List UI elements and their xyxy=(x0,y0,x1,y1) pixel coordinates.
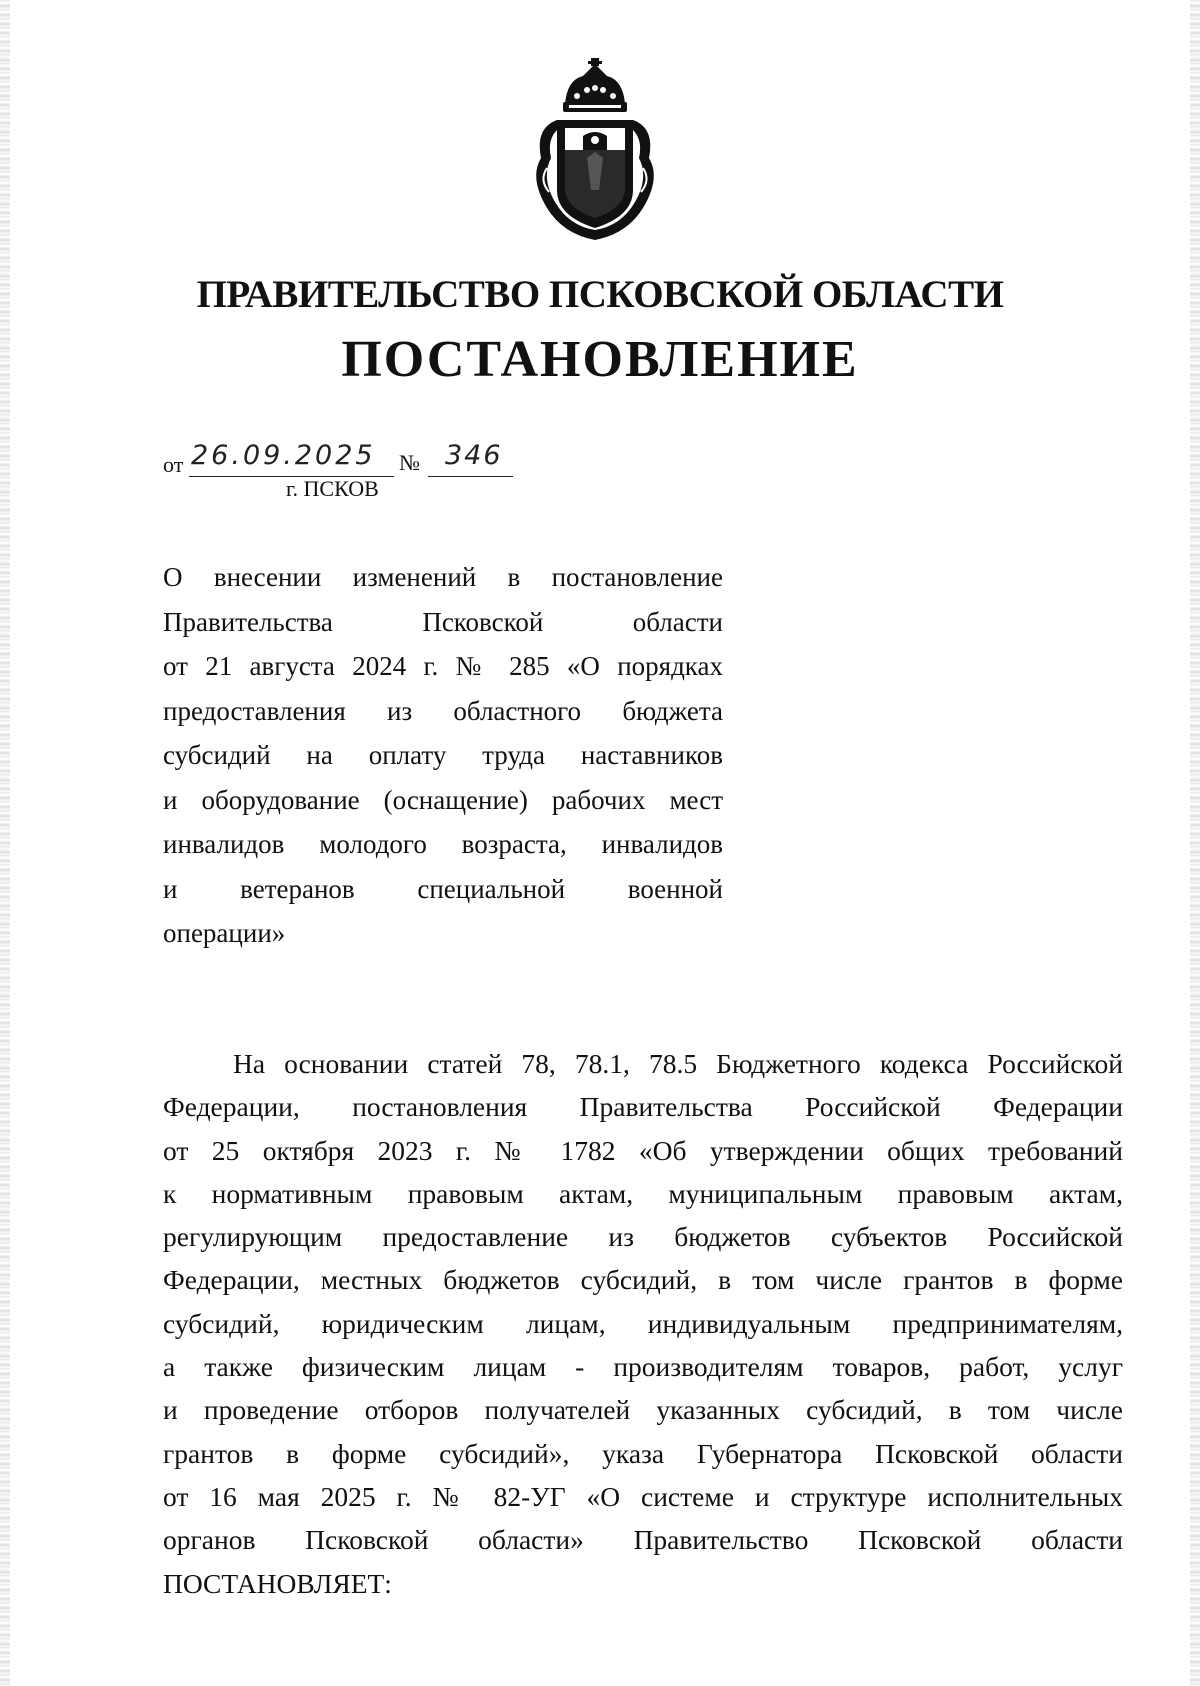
issuing-authority: ПРАВИТЕЛЬСТВО ПСКОВСКОЙ ОБЛАСТИ xyxy=(196,273,1004,316)
subject-line: и оборудование (оснащение) рабочих мест xyxy=(163,784,723,815)
body-line: Федерации, местных бюджетов субсидий, в том числе грантов в форме xyxy=(163,1264,1123,1296)
body-line: а также физическим лицам - производителям товаров, работ, услуг xyxy=(163,1351,1123,1383)
resolution-keyword: ПОСТАНОВЛЯЕТ: xyxy=(163,1567,392,1599)
body-line: На основании статей 78, 78.1, 78.5 Бюджетного кодекса Российской xyxy=(233,1048,1123,1079)
body-line: и проведение отборов получателей указанных субсидий, в том числе xyxy=(163,1394,1123,1426)
document-subject xyxy=(163,555,723,956)
subject-line: О внесении изменений в постановление xyxy=(163,562,723,592)
document-date: 26.09.2025 xyxy=(191,440,376,471)
subject-line: инвалидов молодого возраста, инвалидов xyxy=(163,829,723,859)
subject-line: предоставления из областного бюджета xyxy=(163,695,723,726)
issue-city: г. ПСКОВ xyxy=(286,476,379,501)
subject-line: Правительства Псковской области xyxy=(163,606,723,637)
body-line: грантов в форме субсидий», указа Губернатора Псковской области xyxy=(163,1437,1123,1469)
subject-line: операции» xyxy=(163,918,286,948)
body-line: к нормативным правовым актам, муниципальным правовым актам, xyxy=(163,1177,1123,1209)
document-number: 346 xyxy=(445,440,503,471)
body-line: органов Псковской области» Правительство Псковской области xyxy=(163,1524,1123,1556)
scan-edge-left xyxy=(0,0,10,1686)
subject-line: от 21 августа 2024 г. № 285 «О порядках xyxy=(163,651,723,681)
coat-of-arms-icon xyxy=(525,58,665,243)
subject-line: субсидий на оплату труда наставников xyxy=(163,740,723,770)
body-line: регулирующим предоставление из бюджетов субъектов Российской xyxy=(163,1221,1123,1253)
document-type-title: ПОСТАНОВЛЕНИЕ xyxy=(341,331,859,388)
subject-line: и ветеранов специальной военной xyxy=(163,873,723,904)
preamble-paragraph xyxy=(163,1042,1123,1605)
number-underline xyxy=(428,476,513,477)
scan-edge-right xyxy=(1190,0,1200,1686)
date-prefix-label: от xyxy=(163,452,184,477)
body-line: от 16 мая 2025 г. № 82-УГ «О системе и структуре исполнительных xyxy=(163,1480,1123,1512)
body-line: Федерации, постановления Правительства Российской Федерации xyxy=(163,1091,1123,1123)
number-label: № xyxy=(399,450,420,475)
body-line: субсидий, юридическим лицам, индивидуальным предпринимателям, xyxy=(163,1307,1123,1339)
body-line: от 25 октября 2023 г. № 1782 «Об утверждении общих требований xyxy=(163,1134,1123,1166)
